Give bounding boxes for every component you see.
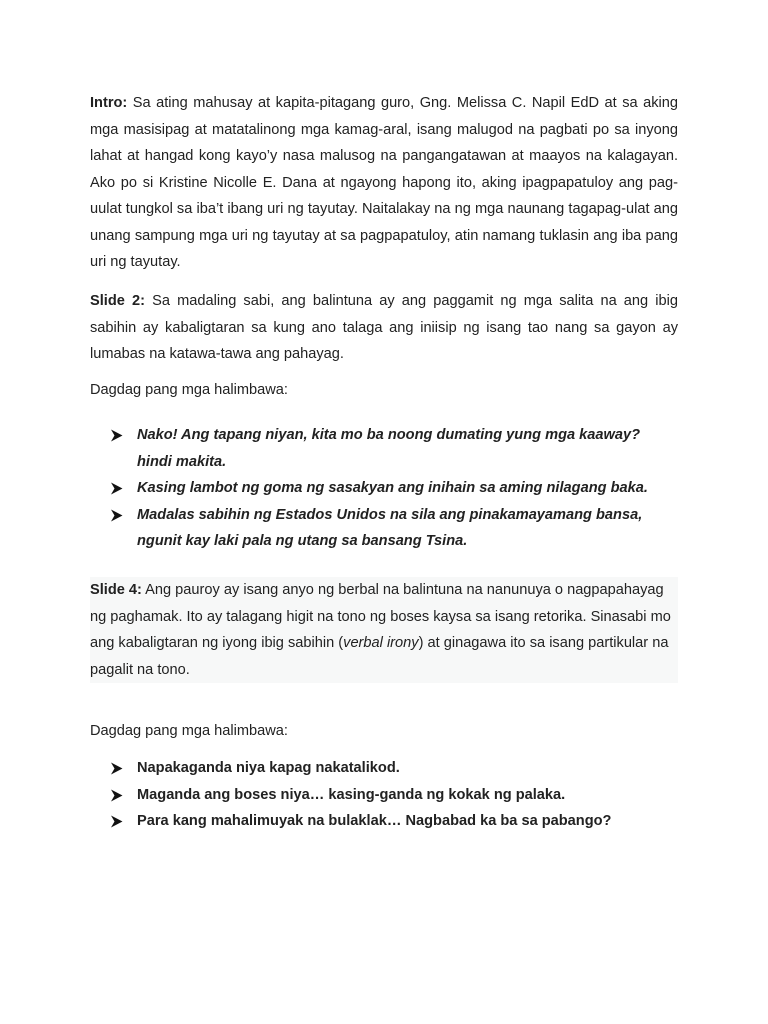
slide2-text: Sa madaling sabi, ang balintuna ay ang paggamit ng mga salita na ang ibig sabihin ay kabaligtaran sa kung ano talaga ang iniisip ng isang tao nang sa gayon ay lumabas na katawa-tawa ang pahayag. xyxy=(90,293,678,362)
arrowhead-bullet-icon xyxy=(110,429,123,442)
list-item xyxy=(110,475,670,502)
intro-paragraph xyxy=(90,90,678,276)
list-item xyxy=(110,502,670,555)
example-text: Nako! Ang tapang niyan, kita mo ba noong dumating yung mga kaaway? hindi makita. xyxy=(137,427,640,470)
slide4-paragraph xyxy=(90,577,678,683)
slide4-text-after: ) at ginagawa ito sa isang partikular na pagalit na tono. xyxy=(90,635,669,678)
arrowhead-bullet-icon xyxy=(110,815,123,828)
arrowhead-bullet-icon xyxy=(110,789,123,802)
example-text: Madalas sabihin ng Estados Unidos na sila ang pinakamayamang bansa, ngunit kay laki pala ng utang sa bansang Tsina. xyxy=(137,506,643,549)
arrowhead-bullet-icon xyxy=(110,509,123,522)
examples-heading-1: Dagdag pang mga halimbawa: xyxy=(90,382,288,398)
list-item xyxy=(110,782,670,809)
intro-label: Intro: xyxy=(90,95,128,111)
example-text: Napakaganda niya kapag nakatalikod. xyxy=(137,760,400,776)
list-item xyxy=(110,755,670,782)
list-item xyxy=(110,808,670,835)
examples-heading-2: Dagdag pang mga halimbawa: xyxy=(90,723,288,739)
arrowhead-bullet-icon xyxy=(110,482,123,495)
slide2-label: Slide 2: xyxy=(90,293,145,309)
example-text: Para kang mahalimuyak na bulaklak… Nagbabad ka ba sa pabango? xyxy=(137,813,612,829)
examples-list-1 xyxy=(110,422,670,555)
example-text: Kasing lambot ng goma ng sasakyan ang inihain sa aming nilagang baka. xyxy=(137,480,648,496)
slide4-text-emphasis: verbal irony xyxy=(343,635,419,651)
slide2-paragraph xyxy=(90,288,678,368)
example-text: Maganda ang boses niya… kasing-ganda ng kokak ng palaka. xyxy=(137,786,566,803)
list-item xyxy=(110,422,670,475)
intro-text: Sa ating mahusay at kapita-pitagang guro, Gng. Melissa C. Napil EdD at sa aking mga masisipag at matatalinong mga kamag-aral, isang malugod na pagbati po sa inyong lahat at hangad kong kayo’y nasa malusog na pangangatawan at maayos na kalagayan. Ako po si Kristine Nicolle E. Dana at ngayong hapong ito, aking ipagpapatuloy ang pag-uulat tungkol sa iba’t ibang uri ng tayutay. Naitalakay na ng mga naunang tagapag-ulat ang unang sampung mga uri ng tayutay at sa pagpapatuloy, atin namang tuklasin ang iba pang uri ng tayutay. xyxy=(90,95,678,270)
arrowhead-bullet-icon xyxy=(110,762,123,775)
examples-list-2 xyxy=(110,755,670,835)
slide4-text-before: Ang pauroy ay isang anyo ng berbal na balintuna na nanunuya o nagpapahayag ng paghamak. Ito ay talagang higit na tono ng boses kaysa sa isang retorika. Sinasabi mo ang kabaligtaran ng iyong ibig sabihin ( xyxy=(90,582,671,651)
slide4-label: Slide 4: xyxy=(90,582,142,598)
